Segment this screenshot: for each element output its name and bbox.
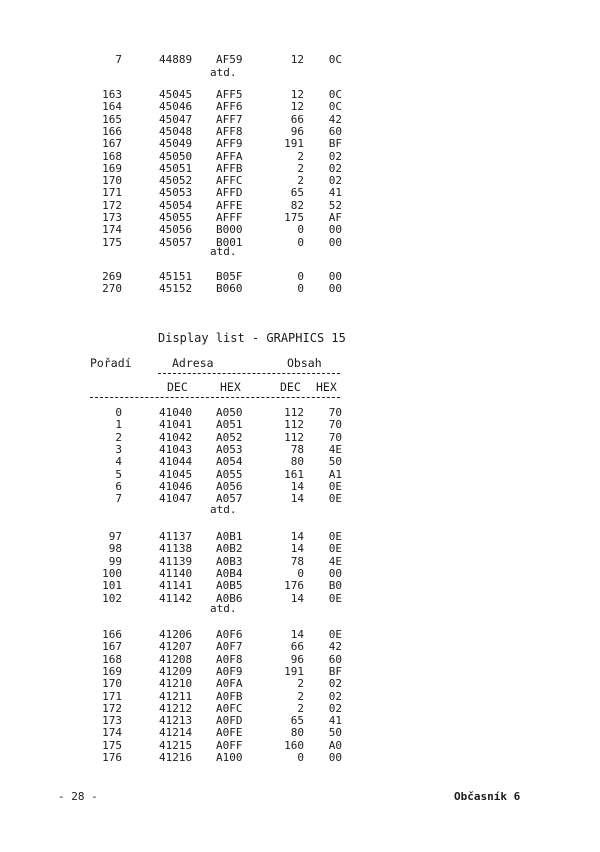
cell-address-hex: AFF8: [216, 124, 243, 138]
cell-value-hex: 50: [328, 726, 342, 740]
cell-address-dec: 41206: [159, 628, 193, 641]
cell-index: 169: [102, 161, 122, 175]
cell-value-dec: 112: [284, 406, 304, 419]
cell-index: 174: [102, 726, 122, 740]
cell-address-hex: A0FF: [216, 738, 243, 752]
cell-address-dec: 45152: [159, 282, 193, 296]
cell-value-dec: 176: [284, 579, 304, 593]
cell-address-dec: 41142: [159, 591, 193, 605]
cell-index: 169: [102, 664, 122, 678]
cell-address-hex: B000: [216, 223, 243, 237]
cell-value-hex: 70: [328, 430, 342, 444]
cell-value-dec: 12: [290, 88, 304, 101]
cell-value-dec: 80: [290, 726, 304, 740]
cell-value-hex: A1: [328, 467, 342, 481]
page-number: - 28 -: [58, 790, 98, 803]
cell-value-hex: AF: [328, 211, 342, 224]
cell-address-hex: A0F7: [216, 640, 243, 654]
cell-address-dec: 41047: [159, 492, 193, 506]
cell-address-dec: 45054: [159, 198, 193, 212]
cell-index: 173: [102, 211, 122, 224]
cell-value-hex: 02: [328, 701, 342, 715]
cell-value-dec: 78: [290, 554, 304, 568]
cell-address-dec: 45151: [159, 270, 193, 283]
cell-address-hex: A0FC: [216, 701, 243, 715]
cell-address-hex: A056: [216, 479, 243, 493]
cell-address-dec: 41137: [159, 530, 193, 543]
cell-value-dec: 14: [290, 628, 304, 641]
cell-value-dec: 82: [290, 198, 304, 212]
cell-value-dec: 161: [284, 467, 304, 481]
cell-index: 97: [108, 530, 122, 543]
cell-address-hex: AFF6: [216, 100, 243, 114]
cell-address-dec: 45050: [159, 149, 193, 163]
cell-value-dec: 0: [297, 751, 304, 764]
cell-address-hex: A100: [216, 751, 243, 764]
cell-address-hex: A053: [216, 442, 243, 456]
cell-value-hex: 41: [328, 714, 342, 728]
cell-value-dec: 2: [297, 689, 304, 703]
cell-value-dec: 65: [290, 186, 304, 200]
cell-address-hex: AFFE: [216, 198, 243, 212]
cell-value-dec: 66: [290, 112, 304, 126]
header-hex-2: HEX: [316, 380, 337, 394]
cell-value-dec: 175: [284, 211, 304, 224]
cell-index: 98: [108, 542, 122, 556]
cell-index: 170: [102, 677, 122, 691]
cell-address-dec: 45046: [159, 100, 193, 114]
cell-value-dec: 0: [297, 270, 304, 283]
cell-address-dec: 41209: [159, 664, 193, 678]
cell-index: 7: [115, 492, 122, 506]
cell-value-hex: 00: [328, 235, 342, 249]
cell-address-hex: A0B2: [216, 542, 243, 556]
cell-value-hex: 50: [328, 455, 342, 469]
cell-address-hex: A0FD: [216, 714, 243, 728]
header-obsah: Obsah: [287, 356, 322, 370]
cell-address-dec: 41213: [159, 714, 193, 728]
cell-address-dec: 45052: [159, 174, 193, 188]
cell-index: 175: [102, 738, 122, 752]
cell-address-dec: 41046: [159, 479, 193, 493]
cell-address-dec: 41211: [159, 689, 193, 703]
cell-index: 171: [102, 186, 122, 200]
cell-address-dec: 41044: [159, 455, 193, 469]
cell-value-dec: 160: [284, 738, 304, 752]
cell-index: 174: [102, 223, 122, 237]
cell-value-hex: 70: [328, 406, 342, 419]
cell-address-hex: A054: [216, 455, 243, 469]
cell-address-hex: AFF7: [216, 112, 243, 126]
cell-value-dec: 0: [297, 282, 304, 296]
cell-address-dec: 41210: [159, 677, 193, 691]
cell-address-dec: 41042: [159, 430, 193, 444]
cell-value-dec: 96: [290, 652, 304, 666]
cell-value-hex: 0C: [328, 53, 342, 66]
cell-index: 6: [115, 479, 122, 493]
cell-value-dec: 2: [297, 701, 304, 715]
cell-address-dec: 41212: [159, 701, 193, 715]
cell-address-hex: A055: [216, 467, 243, 481]
cell-address-dec: 45049: [159, 137, 193, 151]
cell-value-dec: 2: [297, 161, 304, 175]
cell-value-dec: 14: [290, 591, 304, 605]
cell-address-hex: A0FA: [216, 677, 243, 691]
cell-address-dec: 41040: [159, 406, 193, 419]
atd-label: atd.: [210, 245, 237, 258]
cell-address-dec: 45055: [159, 211, 193, 224]
cell-index: 270: [102, 282, 122, 296]
cell-index: 171: [102, 689, 122, 703]
cell-address-dec: 41208: [159, 652, 193, 666]
cell-value-dec: 191: [284, 137, 304, 151]
cell-value-dec: 78: [290, 442, 304, 456]
cell-address-dec: 45053: [159, 186, 193, 200]
cell-address-hex: A0B6: [216, 591, 243, 605]
cell-address-dec: 44889: [159, 53, 193, 66]
cell-address-dec: 41215: [159, 738, 193, 752]
cell-value-hex: 60: [328, 124, 342, 138]
cell-address-hex: A0B4: [216, 566, 243, 580]
cell-value-dec: 112: [284, 430, 304, 444]
cell-index: 167: [102, 640, 122, 654]
cell-index: 269: [102, 270, 122, 283]
cell-index: 164: [102, 100, 122, 114]
header-adresa: Adresa: [172, 356, 214, 370]
cell-address-hex: AFFD: [216, 186, 243, 200]
cell-value-hex: 4E: [328, 442, 342, 456]
cell-value-hex: 60: [328, 652, 342, 666]
cell-address-dec: 41140: [159, 566, 193, 580]
cell-value-hex: 0C: [328, 100, 342, 114]
cell-index: 102: [102, 591, 122, 605]
cell-value-hex: 41: [328, 186, 342, 200]
cell-value-hex: 02: [328, 174, 342, 188]
cell-address-hex: A0F8: [216, 652, 243, 666]
cell-value-hex: B0: [328, 579, 342, 593]
cell-value-hex: 00: [328, 282, 342, 296]
cell-address-dec: 41216: [159, 751, 193, 764]
cell-value-hex: 42: [328, 640, 342, 654]
cell-address-dec: 45047: [159, 112, 193, 126]
cell-value-hex: 0E: [328, 479, 342, 493]
cell-address-hex: A057: [216, 492, 243, 506]
cell-index: 166: [102, 124, 122, 138]
cell-index: 166: [102, 628, 122, 641]
cell-value-dec: 0: [297, 235, 304, 249]
cell-address-dec: 45057: [159, 235, 193, 249]
cell-index: 168: [102, 149, 122, 163]
cell-value-dec: 14: [290, 542, 304, 556]
cell-address-hex: AF59: [216, 53, 243, 66]
publication-name: Občasník 6: [454, 790, 521, 803]
cell-address-dec: 45056: [159, 223, 193, 237]
cell-address-hex: AFFC: [216, 174, 243, 188]
cell-value-dec: 80: [290, 455, 304, 469]
cell-index: 176: [102, 751, 122, 764]
cell-value-hex: 0E: [328, 542, 342, 556]
cell-address-hex: AFFA: [216, 149, 243, 163]
cell-address-dec: 45048: [159, 124, 193, 138]
atd-label: atd.: [210, 503, 237, 516]
cell-address-hex: B05F: [216, 270, 243, 283]
cell-value-dec: 14: [290, 479, 304, 493]
cell-value-dec: 12: [290, 100, 304, 114]
cell-value-dec: 191: [284, 664, 304, 678]
cell-index: 168: [102, 652, 122, 666]
cell-value-hex: 4E: [328, 554, 342, 568]
cell-address-hex: AFF5: [216, 88, 243, 101]
cell-value-hex: 02: [328, 689, 342, 703]
cell-value-dec: 2: [297, 677, 304, 691]
cell-address-hex: A050: [216, 406, 243, 419]
cell-value-dec: 96: [290, 124, 304, 138]
cell-value-hex: 0E: [328, 530, 342, 543]
cell-value-dec: 112: [284, 418, 304, 432]
cell-value-hex: 0C: [328, 88, 342, 101]
cell-value-dec: 66: [290, 640, 304, 654]
header-divider: [158, 373, 340, 374]
cell-address-dec: 41138: [159, 542, 193, 556]
cell-value-hex: 42: [328, 112, 342, 126]
cell-address-dec: 41045: [159, 467, 193, 481]
cell-index: 100: [102, 566, 122, 580]
cell-value-hex: BF: [328, 664, 342, 678]
cell-index: 1: [115, 418, 122, 432]
cell-value-dec: 0: [297, 223, 304, 237]
cell-value-dec: 14: [290, 492, 304, 506]
table-title: Display list - GRAPHICS 15: [158, 331, 346, 345]
header-poradi: Pořadí: [90, 356, 132, 370]
cell-value-hex: 00: [328, 270, 342, 283]
cell-value-hex: 00: [328, 566, 342, 580]
header-divider: [90, 397, 340, 398]
cell-index: 172: [102, 701, 122, 715]
cell-value-hex: 02: [328, 149, 342, 163]
cell-index: 173: [102, 714, 122, 728]
cell-address-hex: A0B1: [216, 530, 243, 543]
cell-address-dec: 41043: [159, 442, 193, 456]
cell-address-hex: A0B3: [216, 554, 243, 568]
cell-value-dec: 12: [290, 53, 304, 66]
cell-address-hex: A0F6: [216, 628, 243, 641]
cell-address-hex: AFF9: [216, 137, 243, 151]
cell-address-hex: AFFF: [216, 211, 243, 224]
header-dec: DEC: [167, 380, 188, 394]
cell-address-dec: 41041: [159, 418, 193, 432]
cell-index: 3: [115, 442, 122, 456]
cell-index: 170: [102, 174, 122, 188]
cell-address-dec: 41139: [159, 554, 193, 568]
cell-value-hex: BF: [328, 137, 342, 151]
cell-value-dec: 2: [297, 149, 304, 163]
cell-address-hex: A052: [216, 430, 243, 444]
cell-value-hex: 02: [328, 677, 342, 691]
cell-value-hex: 0E: [328, 628, 342, 641]
cell-address-hex: A0FB: [216, 689, 243, 703]
cell-index: 165: [102, 112, 122, 126]
atd-label: atd.: [210, 602, 237, 615]
cell-value-dec: 65: [290, 714, 304, 728]
cell-address-dec: 41141: [159, 579, 193, 593]
cell-address-dec: 41214: [159, 726, 193, 740]
cell-index: 5: [115, 467, 122, 481]
cell-address-hex: B001: [216, 235, 243, 249]
cell-value-hex: 02: [328, 161, 342, 175]
cell-index: 167: [102, 137, 122, 151]
cell-index: 7: [115, 53, 122, 66]
cell-value-hex: 0E: [328, 492, 342, 506]
cell-value-hex: 00: [328, 751, 342, 764]
cell-value-dec: 14: [290, 530, 304, 543]
cell-address-hex: A0B5: [216, 579, 243, 593]
cell-value-dec: 0: [297, 566, 304, 580]
cell-address-hex: AFFB: [216, 161, 243, 175]
cell-index: 163: [102, 88, 122, 101]
cell-address-hex: A0F9: [216, 664, 243, 678]
cell-address-dec: 45045: [159, 88, 193, 101]
cell-index: 4: [115, 455, 122, 469]
cell-index: 101: [102, 579, 122, 593]
cell-address-dec: 45051: [159, 161, 193, 175]
cell-address-dec: 41207: [159, 640, 193, 654]
cell-index: 175: [102, 235, 122, 249]
cell-address-hex: A0FE: [216, 726, 243, 740]
cell-value-hex: 0E: [328, 591, 342, 605]
cell-value-dec: 2: [297, 174, 304, 188]
cell-address-hex: B060: [216, 282, 243, 296]
cell-index: 2: [115, 430, 122, 444]
cell-value-hex: 52: [328, 198, 342, 212]
atd-label: atd.: [210, 66, 237, 79]
cell-value-hex: 70: [328, 418, 342, 432]
header-hex: HEX: [220, 380, 241, 394]
cell-index: 0: [115, 406, 122, 419]
cell-index: 172: [102, 198, 122, 212]
cell-value-hex: 00: [328, 223, 342, 237]
cell-value-hex: A0: [328, 738, 342, 752]
cell-index: 99: [108, 554, 122, 568]
header-dec-2: DEC: [280, 380, 301, 394]
cell-address-hex: A051: [216, 418, 243, 432]
